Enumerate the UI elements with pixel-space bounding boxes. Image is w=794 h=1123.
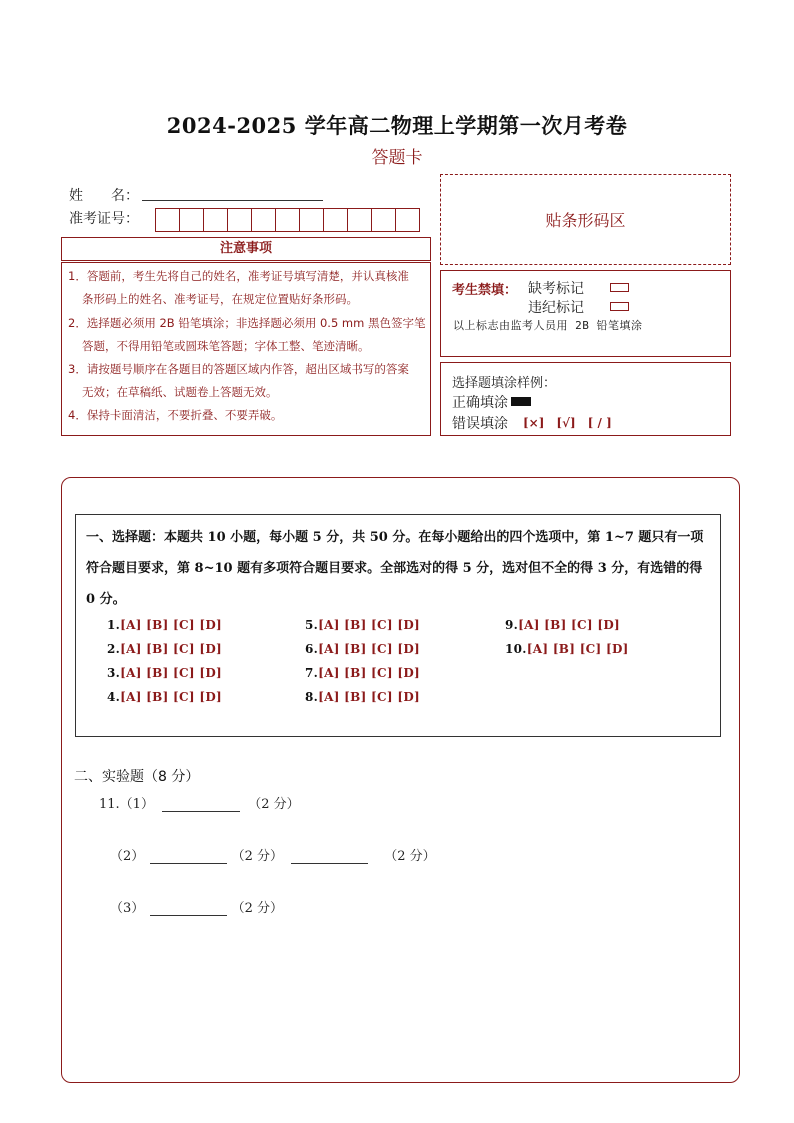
barcode-area: [440, 174, 731, 265]
section1-instructions: 一、选择题：本题共 10 小题，每小题 5 分，共 50 分。在每小题给出的四个选项中，第 1~7 题只有一项符合题目要求，第 8~10 题有多项符合题目要求。全部选对的得 5 分，选对但不全的得 3 分，有选错的得 0 分。: [86, 530, 704, 607]
answer-options[interactable]: [A] [B] [C] [D]: [120, 642, 223, 656]
choice-question[interactable]: [107, 642, 222, 656]
question-number: 7.: [305, 666, 319, 680]
exam-id-label: 准考证号：: [69, 211, 139, 227]
exam-id-boxes[interactable]: [155, 208, 420, 232]
notice-item-2: [68, 312, 428, 358]
question-number: 1.: [107, 618, 121, 632]
question-number: 4.: [107, 690, 121, 704]
section2-heading: 二、实验题（8 分）: [74, 769, 200, 785]
question-number: 9.: [505, 618, 519, 632]
choice-question[interactable]: [505, 642, 629, 656]
q11-part2-answer-blank-b[interactable]: [291, 849, 368, 864]
question-number: 5.: [305, 618, 319, 632]
exam-id-digit-box[interactable]: [179, 208, 204, 232]
q11-part2-score-a: （2 分）: [231, 849, 283, 864]
examiner-note: 以上标志由监考人员用 2B 铅笔填涂: [453, 319, 643, 332]
q11-part3-score: （2 分）: [231, 901, 283, 916]
absent-mark-label: 缺考标记: [528, 281, 584, 297]
exam-title: 2024-2025 学年高二物理上学期第一次月考卷: [166, 113, 628, 138]
q11-part3-label: （3）: [110, 901, 145, 916]
choice-question[interactable]: [107, 618, 222, 632]
answer-sheet-subtitle: 答题卡: [371, 148, 423, 168]
answer-options[interactable]: [A] [B] [C] [D]: [526, 642, 629, 656]
multiple-choice-section: [75, 514, 721, 737]
question-number: 10.: [505, 642, 527, 656]
fill-sample-box: [440, 362, 731, 436]
answer-options[interactable]: [A] [B] [C] [D]: [120, 690, 223, 704]
answer-options[interactable]: [A] [B] [C] [D]: [120, 618, 223, 632]
notice-item-1-line1: 1．答题前，考生先将自己的姓名，准考证号填写清楚，并认真核准: [68, 269, 409, 283]
q11-prefix: 11.（1）: [99, 797, 154, 812]
q11-part2-answer-blank-a[interactable]: [150, 849, 227, 864]
answer-options[interactable]: [A] [B] [C] [D]: [318, 666, 421, 680]
notice-item-4-line1: 4．保持卡面清洁，不要折叠、不要弄破。: [68, 408, 283, 422]
barcode-label: 贴条形码区: [545, 211, 626, 230]
question-number: 6.: [305, 642, 319, 656]
exam-id-digit-box[interactable]: [323, 208, 348, 232]
exam-id-digit-box[interactable]: [203, 208, 228, 232]
examiner-only-box: [440, 270, 731, 357]
answer-options[interactable]: [A] [B] [C] [D]: [518, 618, 621, 632]
correct-fill-label: 正确填涂: [452, 395, 508, 411]
question-number: 2.: [107, 642, 121, 656]
notice-item-2-line2: 答题，不得用铅笔或圆珠笔答题；字体工整、笔迹清晰。: [82, 339, 370, 353]
choice-question[interactable]: [305, 666, 420, 680]
examiner-only-title: 考生禁填：: [452, 283, 518, 298]
correct-fill-example: [511, 397, 531, 406]
answer-options[interactable]: [A] [B] [C] [D]: [318, 618, 421, 632]
q11-part2-label: （2）: [110, 849, 145, 864]
q11-part2-score-b: （2 分）: [384, 849, 436, 864]
notice-item-4: [68, 404, 428, 427]
answer-options[interactable]: [A] [B] [C] [D]: [120, 666, 223, 680]
q11-part3: [110, 897, 283, 916]
exam-id-digit-box[interactable]: [155, 208, 180, 232]
q11-part1-answer-blank[interactable]: [162, 797, 240, 812]
choice-question[interactable]: [107, 666, 222, 680]
notice-item-3-line1: 3．请按题号顺序在各题目的答题区域内作答，超出区域书写的答案: [68, 362, 409, 376]
question-number: 3.: [107, 666, 121, 680]
wrong-fill-examples: [×] [√] [ / ]: [523, 416, 612, 430]
notice-item-2-line1: 2．选择题必须用 2B 铅笔填涂；非选择题必须用 0.5 mm 黑色签字笔: [68, 316, 426, 330]
q11-part1-score: （2 分）: [248, 797, 300, 812]
choice-question[interactable]: [107, 690, 222, 704]
question-number: 8.: [305, 690, 319, 704]
wrong-fill-label: 错误填涂: [452, 416, 508, 432]
choice-question[interactable]: [305, 690, 420, 704]
notice-item-1: [68, 265, 428, 311]
choice-question[interactable]: [505, 618, 620, 632]
exam-id-digit-box[interactable]: [227, 208, 252, 232]
absent-mark-box[interactable]: [610, 283, 629, 292]
notice-heading: 注意事项: [61, 237, 431, 261]
q11-part3-answer-blank[interactable]: [150, 901, 227, 916]
exam-id-digit-box[interactable]: [251, 208, 276, 232]
answer-options[interactable]: [A] [B] [C] [D]: [318, 690, 421, 704]
name-label: 姓 名：: [69, 188, 139, 204]
choice-question[interactable]: [305, 618, 420, 632]
notice-item-3: [68, 358, 428, 404]
fill-sample-title: 选择题填涂样例：: [452, 376, 557, 391]
violation-mark-box[interactable]: [610, 302, 629, 311]
exam-id-digit-box[interactable]: [371, 208, 396, 232]
choice-question[interactable]: [305, 642, 420, 656]
q11-part2: [110, 845, 436, 864]
name-field[interactable]: [142, 200, 323, 201]
answer-options[interactable]: [A] [B] [C] [D]: [318, 642, 421, 656]
q11-part1: [99, 793, 300, 812]
exam-id-digit-box[interactable]: [275, 208, 300, 232]
notice-item-1-line2: 条形码上的姓名、准考证号，在规定位置贴好条形码。: [82, 292, 358, 306]
exam-id-digit-box[interactable]: [395, 208, 420, 232]
notice-item-3-line2: 无效；在草稿纸、试题卷上答题无效。: [82, 385, 278, 399]
exam-id-digit-box[interactable]: [347, 208, 372, 232]
notice-body: [61, 262, 431, 436]
exam-id-digit-box[interactable]: [299, 208, 324, 232]
violation-mark-label: 违纪标记: [528, 300, 584, 316]
